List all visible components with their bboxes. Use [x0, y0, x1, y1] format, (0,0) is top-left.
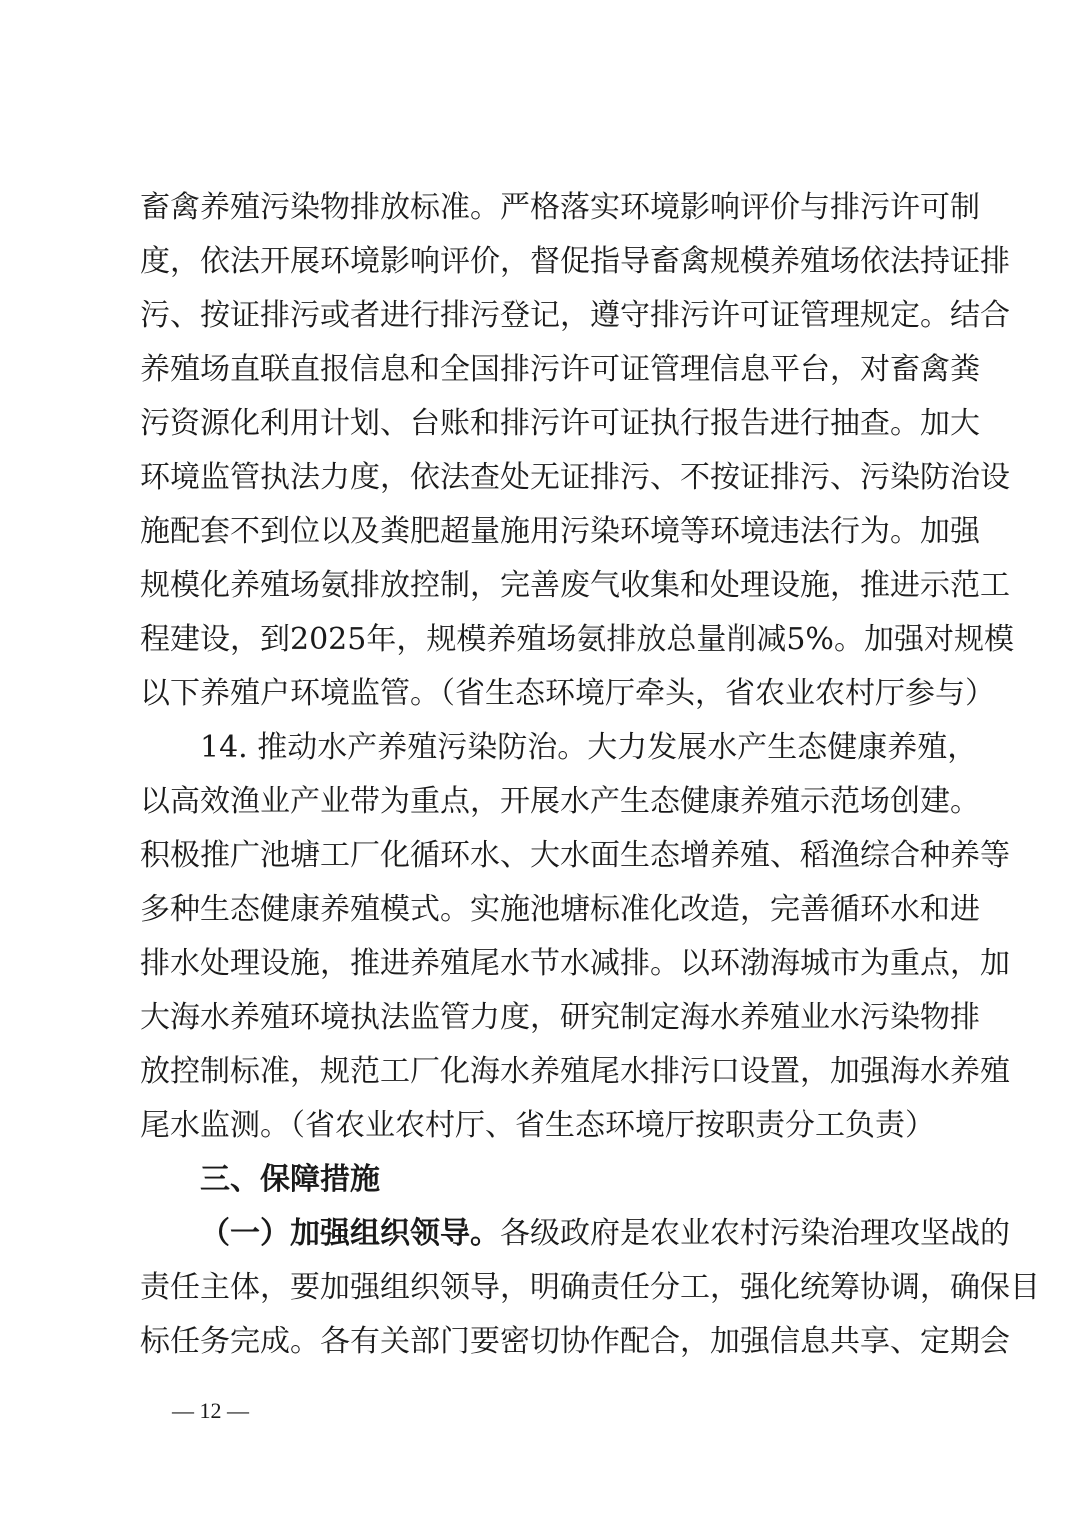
text-line: 放控制标准，规范工厂化海水养殖尾水排污口设置，加强海水养殖	[140, 1054, 1010, 1089]
page-number: — 12 —	[172, 1398, 249, 1423]
text-line: 责任主体，要加强组织领导，明确责任分工，强化统筹协调，确保目	[140, 1270, 1040, 1305]
text-line: 以高效渔业产业带为重点，开展水产生态健康养殖示范场创建。	[140, 784, 980, 819]
text-line: 程建设，到2025年，规模养殖场氨排放总量削减5%。加强对规模	[140, 622, 1014, 657]
text-line: 污资源化利用计划、台账和排污许可证执行报告进行抽查。加大	[140, 406, 980, 441]
text-line: 污、按证排污或者进行排污登记，遵守排污许可证管理规定。结合	[140, 298, 1010, 333]
subsection-lead: （一）加强组织领导。	[200, 1216, 500, 1251]
text-line: 度，依法开展环境影响评价，督促指导畜禽规模养殖场依法持证排	[140, 244, 1010, 279]
text-line: 施配套不到位以及粪肥超量施用污染环境等环境违法行为。加强	[140, 514, 980, 549]
text-line: 规模化养殖场氨排放控制，完善废气收集和处理设施，推进示范工	[140, 568, 1010, 603]
text-line: 环境监管执法力度，依法查处无证排污、不按证排污、污染防治设	[140, 460, 1010, 495]
text-line: 14. 推动水产养殖污染防治。大力发展水产生态健康养殖，	[200, 730, 978, 765]
text-line: 大海水养殖环境执法监管力度，研究制定海水养殖业水污染物排	[140, 1000, 980, 1035]
text-line	[200, 1214, 1010, 1254]
text-line: 畜禽养殖污染物排放标准。严格落实环境影响评价与排污许可制	[140, 190, 980, 225]
text-line: 标任务完成。各有关部门要密切协作配合，加强信息共享、定期会	[140, 1324, 1010, 1359]
text-line: 积极推广池塘工厂化循环水、大水面生态增养殖、稻渔综合种养等	[140, 838, 1010, 873]
text-line: 尾水监测。（省农业农村厅、省生态环境厅按职责分工负责）	[140, 1108, 935, 1143]
text-span: 各级政府是农业农村污染治理攻坚战的	[500, 1216, 1010, 1251]
text-line: 养殖场直联直报信息和全国排污许可证管理信息平台，对畜禽粪	[140, 352, 980, 387]
text-line: 以下养殖户环境监管。（省生态环境厅牵头，省农业农村厅参与）	[140, 676, 995, 711]
text-line: 排水处理设施，推进养殖尾水节水减排。以环渤海城市为重点，加	[140, 946, 1010, 981]
text-line: 多种生态健康养殖模式。实施池塘标准化改造，完善循环水和进	[140, 892, 980, 927]
section-heading: 三、保障措施	[200, 1162, 380, 1197]
